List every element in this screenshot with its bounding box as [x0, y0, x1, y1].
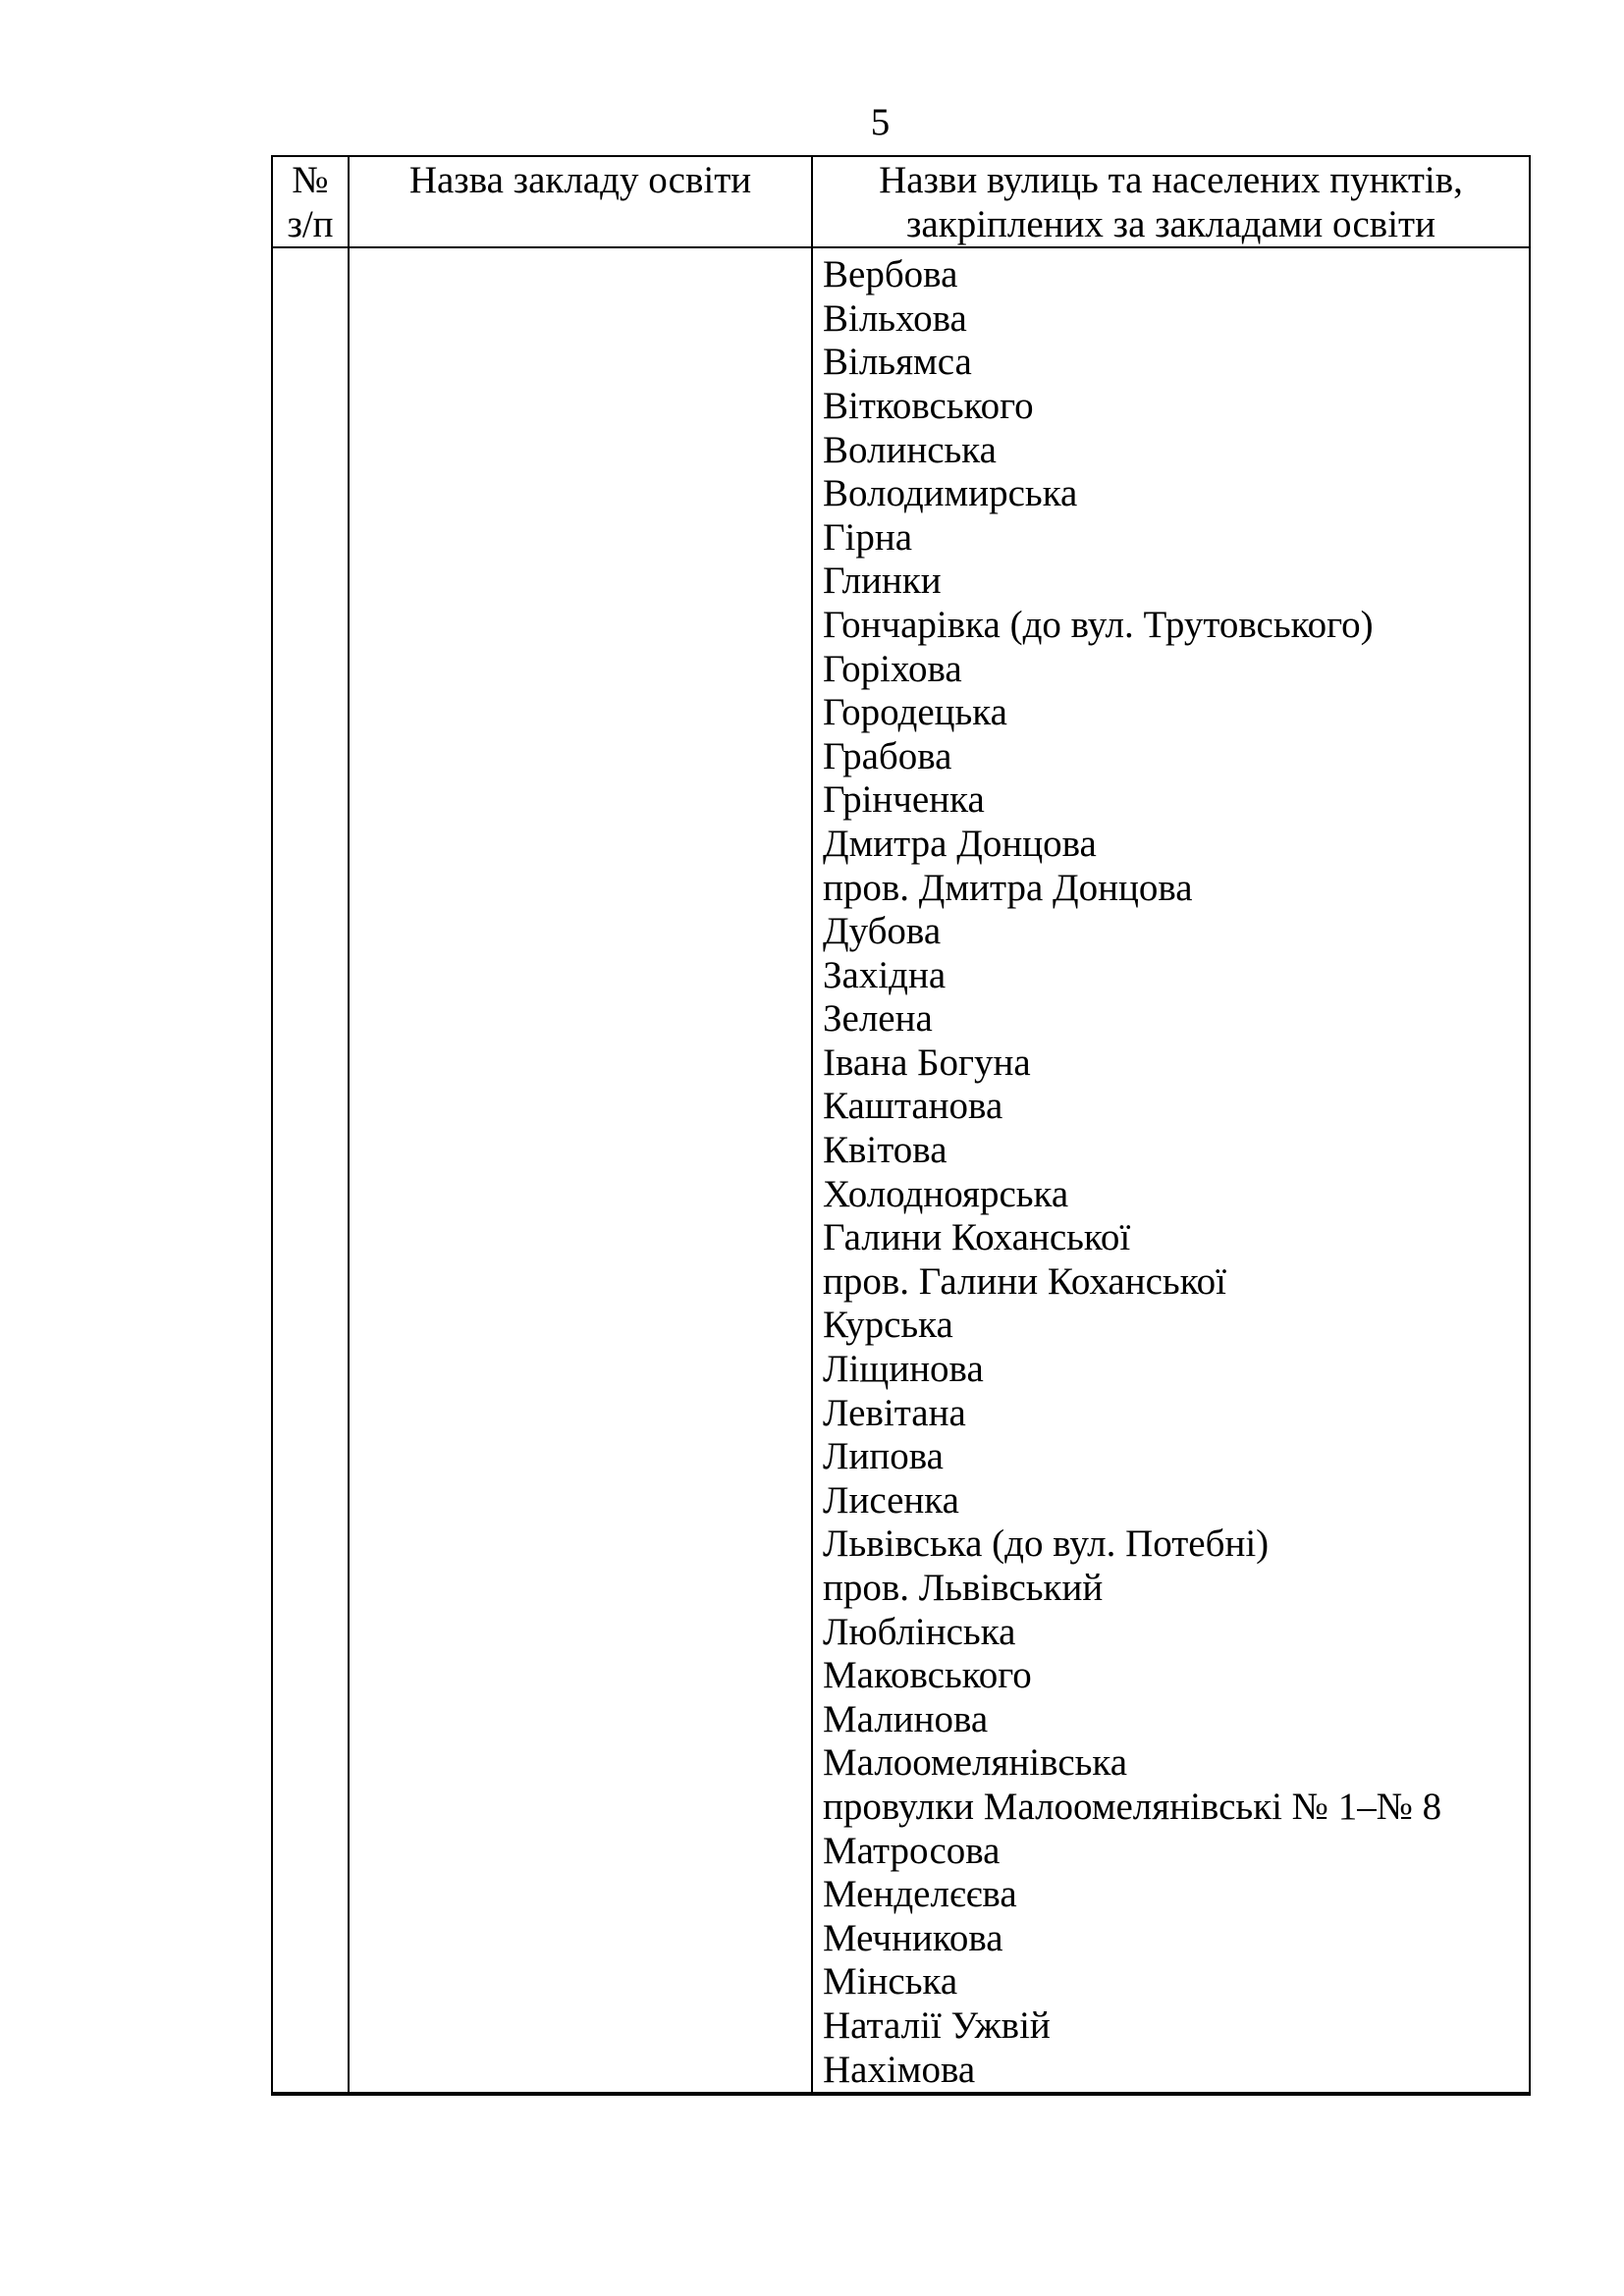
street-list: [813, 248, 1529, 2092]
street-line: Володимирська: [823, 472, 1078, 515]
street-line: Глинки: [823, 560, 942, 603]
street-line: Галини Коханської: [823, 1216, 1131, 1259]
street-line: пров. Дмитра Донцова: [823, 866, 1193, 909]
street-line: Волинська: [823, 428, 997, 471]
street-line: провулки Малоомелянівські № 1–№ 8: [823, 1785, 1442, 1828]
header-number-line2: з/п: [287, 202, 334, 245]
street-line: Івана Богуна: [823, 1041, 1031, 1084]
street-line: Гірна: [823, 515, 913, 559]
street-line: Дубова: [823, 910, 942, 953]
page-number: 5: [870, 101, 891, 143]
street-line: Холодноярська: [823, 1172, 1069, 1215]
street-line: Гончарівка (до вул. Трутовського): [823, 603, 1374, 646]
street-line: Липова: [823, 1435, 944, 1478]
street-line: Люблінська: [823, 1610, 1016, 1653]
cell-streets: [812, 247, 1530, 2094]
street-line: пров. Львівський: [823, 1567, 1104, 1609]
cell-institution: [349, 247, 812, 2094]
street-line: Вербова: [823, 253, 958, 296]
street-line: Каштанова: [823, 1085, 1003, 1128]
street-line: Вітковського: [823, 384, 1034, 427]
street-line: Курська: [823, 1304, 953, 1347]
header-number-line1: №: [292, 159, 329, 201]
street-line: Городецька: [823, 691, 1007, 734]
street-line: Мінська: [823, 1960, 958, 2003]
header-institution-label: Назва закладу освіти: [408, 159, 752, 201]
street-line: Горіхова: [823, 647, 962, 690]
cell-number: [272, 247, 349, 2094]
header-col-streets: [812, 156, 1530, 247]
street-line: Менделєєва: [823, 1873, 1017, 1916]
street-line: Грінченка: [823, 778, 985, 822]
table-header-row: [272, 156, 1530, 247]
street-line: Лисенка: [823, 1478, 959, 1522]
street-line: Наталії Ужвій: [823, 2003, 1051, 2047]
street-line: Вільхова: [823, 296, 967, 340]
streets-table: [271, 155, 1531, 2096]
street-line: Малинова: [823, 1697, 989, 1740]
street-line: Львівська (до вул. Потебні): [823, 1522, 1270, 1566]
street-line: Малоомелянівська: [823, 1741, 1128, 1785]
street-line: Ліщинова: [823, 1348, 984, 1391]
street-line: Грабова: [823, 734, 952, 777]
street-line: Західна: [823, 953, 947, 996]
street-line: Матросова: [823, 1829, 1001, 1872]
street-line: Маковського: [823, 1654, 1032, 1697]
street-line: пров. Галини Коханської: [823, 1259, 1227, 1303]
street-line: Дмитра Донцова: [823, 822, 1097, 865]
street-line: Нахімова: [823, 2048, 976, 2091]
header-streets-line2: закріплених за закладами освіти: [906, 202, 1435, 245]
street-line: Зелена: [823, 997, 933, 1041]
header-streets-line1: Назви вулиць та населених пунктів,: [879, 159, 1463, 201]
street-line: Вільямса: [823, 341, 972, 384]
street-line: Мечникова: [823, 1916, 1003, 1959]
header-col-number: [272, 156, 349, 247]
street-line: Квітова: [823, 1129, 947, 1172]
header-col-institution: [349, 156, 812, 247]
table-body-row: [272, 247, 1530, 2094]
street-line: Левітана: [823, 1391, 966, 1434]
